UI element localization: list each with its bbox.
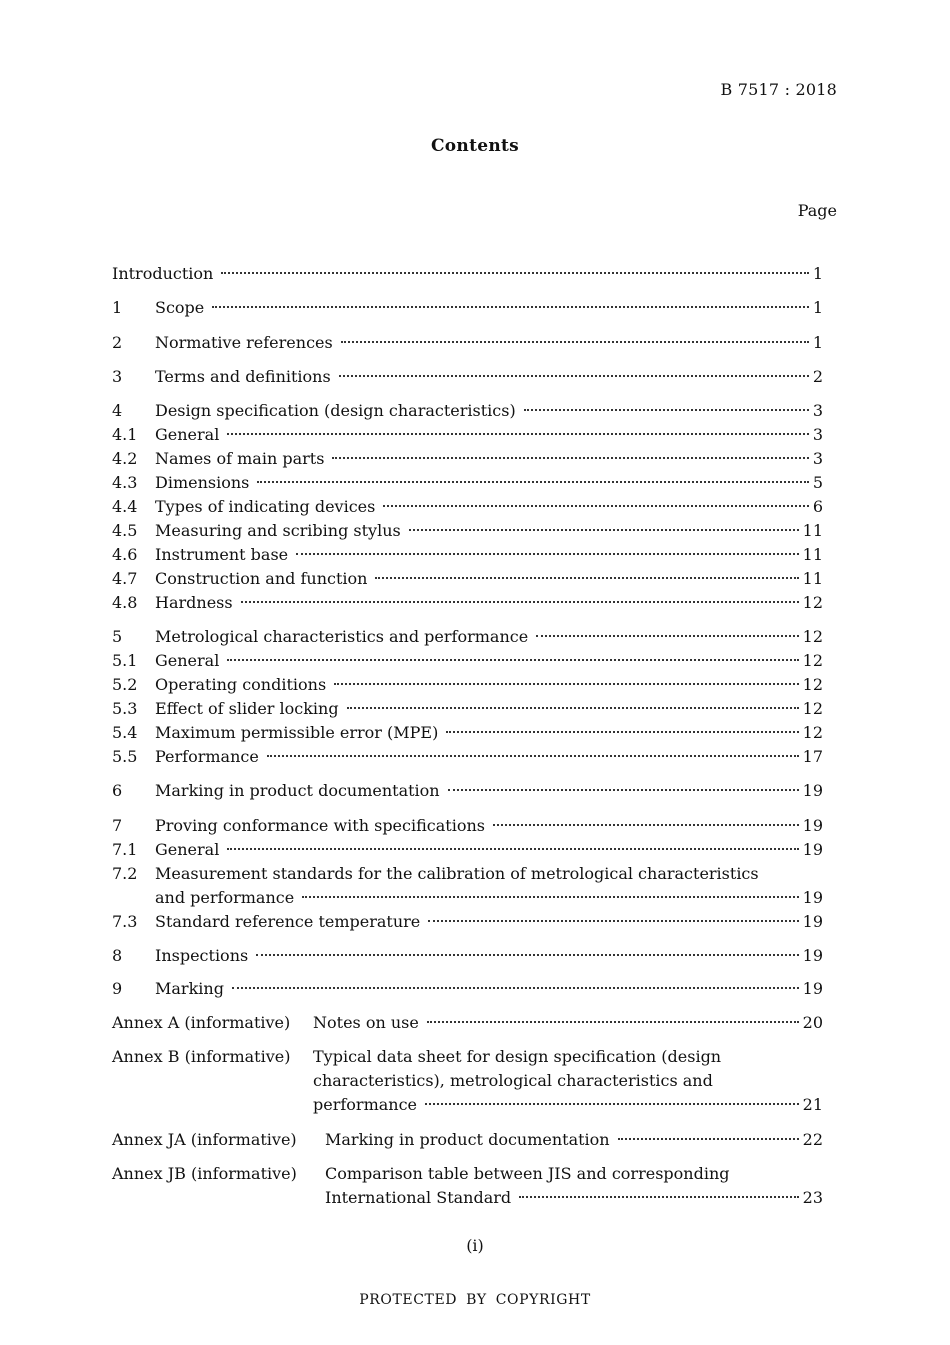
- annex-entry-continuation[interactable]: [112, 1069, 823, 1093]
- toc-entry-label: Marking in product documentation: [155, 779, 444, 803]
- leader-dots: [332, 457, 808, 459]
- toc-entry-page: 11: [802, 569, 823, 588]
- toc-entry-number: 9: [112, 979, 123, 998]
- toc-entry[interactable]: [112, 862, 823, 886]
- toc-entry[interactable]: [112, 567, 823, 591]
- annex-entry[interactable]: [112, 1011, 823, 1035]
- annex-title: performance: [313, 1093, 421, 1117]
- toc-entry-page: 19: [802, 979, 823, 998]
- toc-entry-page: 12: [802, 675, 823, 694]
- annex-designation: Annex JA (informative): [112, 1130, 297, 1149]
- toc-entry-label: Types of indicating devices: [155, 495, 379, 519]
- annex-title: Typical data sheet for design specification (design: [313, 1045, 725, 1069]
- toc-entry[interactable]: [112, 399, 823, 423]
- toc-entry-label: Design specification (design characteristics): [155, 399, 520, 423]
- toc-entry-number: 4.1: [112, 425, 138, 444]
- toc-entry[interactable]: [112, 838, 823, 862]
- toc-entry-label: Metrological characteristics and performance: [155, 625, 532, 649]
- toc-entry-label: Terms and definitions: [155, 365, 335, 389]
- toc-entry[interactable]: [112, 471, 823, 495]
- leader-dots: [257, 481, 808, 483]
- annex-page: 22: [802, 1130, 823, 1149]
- toc-entry-number: 8: [112, 946, 123, 965]
- leader-dots: [446, 731, 798, 733]
- leader-dots: [428, 920, 798, 922]
- leader-dots: [425, 1103, 799, 1105]
- leader-dots: [302, 896, 798, 898]
- annex-entry[interactable]: [112, 1128, 823, 1152]
- toc-entry-page: 5: [812, 473, 823, 492]
- toc-entry-number: 3: [112, 367, 123, 386]
- toc-entry-number: 4.3: [112, 473, 138, 492]
- annex-entry[interactable]: [112, 1045, 823, 1069]
- toc-entry-label: General: [155, 423, 223, 447]
- toc-entry-label: Construction and function: [155, 567, 371, 591]
- toc-entry-label: Measuring and scribing stylus: [155, 519, 405, 543]
- toc-entry-label: General: [155, 649, 223, 673]
- footer-page-number: (i): [466, 1236, 484, 1255]
- toc-entry-continuation[interactable]: [112, 886, 823, 910]
- leader-dots: [227, 848, 798, 850]
- toc-entry[interactable]: [112, 495, 823, 519]
- toc-entry-page: 1: [812, 264, 823, 283]
- toc-entry-page: 17: [802, 747, 823, 766]
- leader-dots: [618, 1138, 799, 1140]
- leader-dots: [256, 954, 798, 956]
- toc-entry-page: 1: [812, 298, 823, 317]
- toc-entry-label: Normative references: [155, 331, 337, 355]
- toc-entry-label: Hardness: [155, 591, 237, 615]
- annex-page: 20: [802, 1013, 823, 1032]
- toc-entry-number: 5.4: [112, 723, 138, 742]
- annex-entry[interactable]: [112, 1162, 823, 1186]
- annex-title: characteristics), metrological characteristics and: [313, 1069, 717, 1093]
- toc-entry-page: 19: [802, 912, 823, 931]
- leader-dots: [241, 601, 799, 603]
- leader-dots: [296, 553, 799, 555]
- toc-entry[interactable]: [112, 814, 823, 838]
- leader-dots: [267, 755, 799, 757]
- toc-entry[interactable]: [112, 331, 823, 355]
- toc-entry-number: 5.1: [112, 651, 138, 670]
- toc-entry[interactable]: [112, 543, 823, 567]
- leader-dots: [375, 577, 798, 579]
- toc-entry-label: Scope: [155, 296, 208, 320]
- toc-entry-label: Standard reference temperature: [155, 910, 424, 934]
- page-column-label: Page: [797, 201, 837, 220]
- toc-entry-number: 4: [112, 401, 123, 420]
- toc-entry-page: 12: [802, 627, 823, 646]
- toc-entry-number: 4.4: [112, 497, 138, 516]
- toc-entry[interactable]: [112, 447, 823, 471]
- toc-entry-number: 2: [112, 333, 123, 352]
- toc-entry-page: 3: [812, 449, 823, 468]
- toc-entry-page: 3: [812, 425, 823, 444]
- toc-entry[interactable]: [112, 721, 823, 745]
- toc-entry[interactable]: [112, 649, 823, 673]
- toc-entry-label: Performance: [155, 745, 263, 769]
- toc-entry-number: 1: [112, 298, 123, 317]
- toc-entry[interactable]: [112, 779, 823, 803]
- annex-title: Notes on use: [313, 1011, 423, 1035]
- toc-entry-number: 5.3: [112, 699, 138, 718]
- toc-entry-label: Names of main parts: [155, 447, 328, 471]
- toc-entry-page: 6: [812, 497, 823, 516]
- toc-entry-number: 7.1: [112, 840, 138, 859]
- toc-entry[interactable]: [112, 910, 823, 934]
- toc-entry-label: Operating conditions: [155, 673, 330, 697]
- toc-entry-label: Inspections: [155, 944, 252, 968]
- copyright-notice: PROTECTED BY COPYRIGHT: [359, 1292, 591, 1308]
- toc-entry[interactable]: [112, 262, 823, 286]
- annex-designation: Annex JB (informative): [112, 1164, 297, 1183]
- toc-entry-number: 5: [112, 627, 123, 646]
- leader-dots: [493, 824, 799, 826]
- annex-title: Marking in product documentation: [325, 1128, 614, 1152]
- toc-entry-label-continuation: and performance: [155, 886, 298, 910]
- toc-entry-page: 19: [802, 946, 823, 965]
- toc-entry-label: Dimensions: [155, 471, 253, 495]
- toc-entry-number: 7.2: [112, 864, 138, 883]
- toc-entry[interactable]: [112, 697, 823, 721]
- leader-dots: [383, 505, 808, 507]
- toc-entry[interactable]: [112, 673, 823, 697]
- toc-entry-page: 12: [802, 699, 823, 718]
- toc-entry-page: 19: [802, 888, 823, 907]
- toc-entry-number: 7.3: [112, 912, 138, 931]
- leader-dots: [524, 409, 809, 411]
- leader-dots: [212, 306, 809, 308]
- toc-entry[interactable]: [112, 625, 823, 649]
- leader-dots: [341, 341, 809, 343]
- toc-entry-page: 19: [802, 816, 823, 835]
- annex-title: International Standard: [325, 1186, 515, 1210]
- toc-entry-number: 4.8: [112, 593, 138, 612]
- leader-dots: [448, 789, 799, 791]
- toc-entry-page: 12: [802, 651, 823, 670]
- leader-dots: [519, 1196, 798, 1198]
- toc-entry-number: 5.2: [112, 675, 138, 694]
- leader-dots: [339, 375, 809, 377]
- toc-entry-page: 19: [802, 781, 823, 800]
- toc-entry-label: General: [155, 838, 223, 862]
- leader-dots: [347, 707, 799, 709]
- toc-entry[interactable]: [112, 591, 823, 615]
- toc-entry-page: 11: [802, 545, 823, 564]
- toc-entry[interactable]: [112, 423, 823, 447]
- toc-entry-page: 3: [812, 401, 823, 420]
- toc-entry-number: 6: [112, 781, 123, 800]
- toc-entry[interactable]: [112, 519, 823, 543]
- page-title: Contents: [430, 136, 520, 156]
- leader-dots: [227, 659, 798, 661]
- leader-dots: [536, 635, 798, 637]
- leader-dots: [334, 683, 798, 685]
- toc-entry-number: 7: [112, 816, 123, 835]
- toc-entry-number: 5.5: [112, 747, 138, 766]
- toc-entry-label: Proving conformance with specifications: [155, 814, 489, 838]
- document-id: B 7517 : 2018: [720, 80, 837, 99]
- annex-designation: Annex A (informative): [112, 1013, 291, 1032]
- toc-entry-label: Introduction: [112, 262, 217, 286]
- toc-entry[interactable]: [112, 296, 823, 320]
- toc-entry-page: 1: [812, 333, 823, 352]
- toc-entry-page: 2: [812, 367, 823, 386]
- toc-entry[interactable]: [112, 365, 823, 389]
- toc-entry[interactable]: [112, 944, 823, 968]
- toc-entry-page: 12: [802, 723, 823, 742]
- toc-entry-number: 4.2: [112, 449, 138, 468]
- toc-entry-label: Measurement standards for the calibration of metrological characteristics: [155, 862, 763, 886]
- toc-entry-label: Maximum permissible error (MPE): [155, 721, 442, 745]
- toc-entry-label: Instrument base: [155, 543, 292, 567]
- annex-page: 21: [802, 1095, 823, 1114]
- toc-entry-label: Effect of slider locking: [155, 697, 343, 721]
- annex-page: 23: [802, 1188, 823, 1207]
- leader-dots: [221, 272, 808, 274]
- leader-dots: [409, 529, 799, 531]
- toc-entry-label: Marking: [155, 977, 228, 1001]
- table-of-contents: [112, 0, 823, 1345]
- toc-entry[interactable]: [112, 745, 823, 769]
- toc-entry-page: 11: [802, 521, 823, 540]
- toc-entry-number: 4.5: [112, 521, 138, 540]
- toc-entry-page: 19: [802, 840, 823, 859]
- toc-entry-number: 4.6: [112, 545, 138, 564]
- leader-dots: [227, 433, 808, 435]
- annex-entry-continuation[interactable]: [112, 1093, 823, 1117]
- leader-dots: [427, 1021, 799, 1023]
- leader-dots: [232, 987, 799, 989]
- toc-entry-page: 12: [802, 593, 823, 612]
- toc-entry[interactable]: [112, 977, 823, 1001]
- toc-entry-number: 4.7: [112, 569, 138, 588]
- annex-designation: Annex B (informative): [112, 1047, 291, 1066]
- annex-title: Comparison table between JIS and corresponding: [325, 1162, 733, 1186]
- annex-entry-continuation[interactable]: [112, 1186, 823, 1210]
